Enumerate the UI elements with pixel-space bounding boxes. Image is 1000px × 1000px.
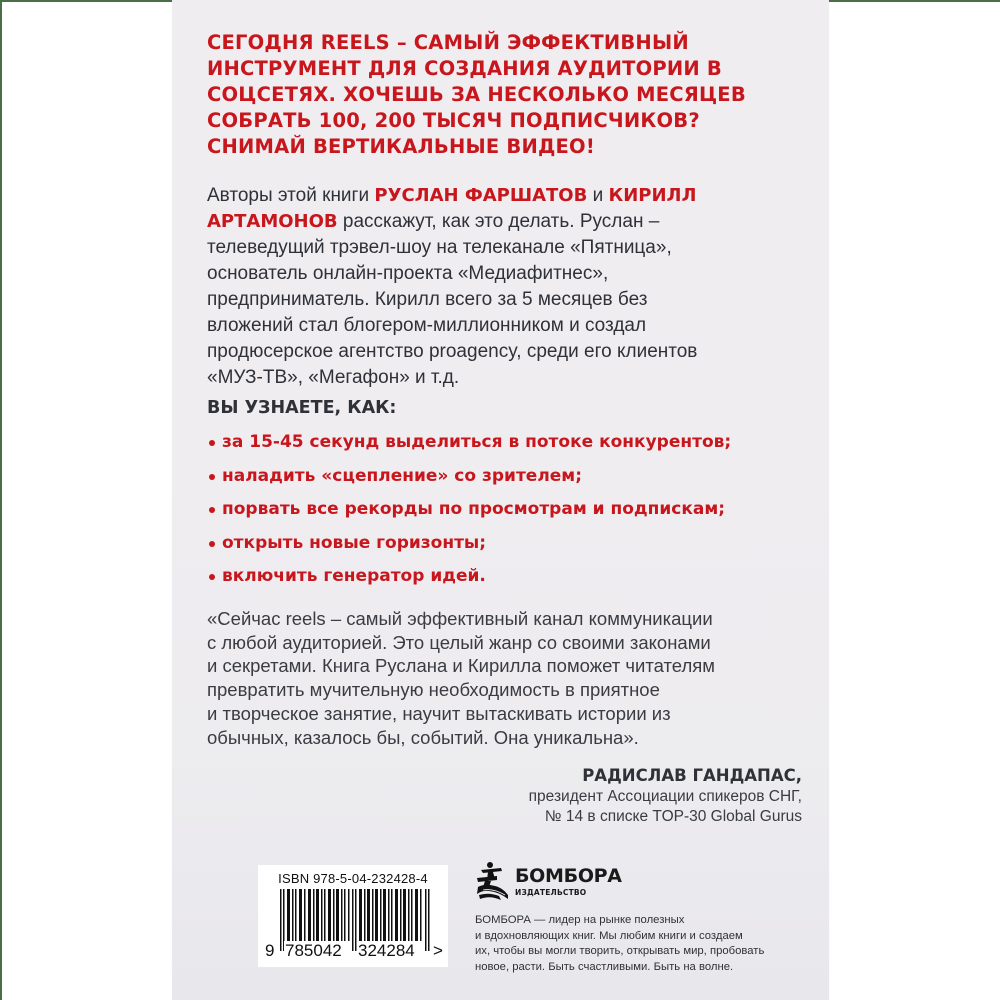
barcode-digit-group: 324284	[358, 941, 415, 960]
author-name: КИРИЛЛ	[608, 185, 697, 206]
authors-line: вложений стал блогером-миллионником и создал	[207, 315, 647, 336]
authors-line: Авторы этой книги РУСЛАН ФАРШАТОВ и КИРИЛЛ	[207, 185, 697, 206]
publisher-block	[475, 855, 805, 975]
learn-list-item: включить генератор идей.	[207, 566, 731, 600]
quote-attribution	[382, 765, 802, 827]
publisher-description	[475, 913, 805, 975]
learn-list-item: за 15-45 секунд выделиться в потоке конкурентов;	[207, 432, 731, 466]
authors-line: АРТАМОНОВ расскажут, как это делать. Руслан –	[207, 211, 660, 232]
quote-line: и секретами. Книга Руслана и Кирилла поможет читателям	[207, 655, 716, 677]
publisher-description-line: и вдохновляющих книг. Мы любим книги и создаем	[475, 929, 743, 942]
quote-line: превратить мучительную необходимость в приятное	[207, 679, 660, 701]
bullet-icon	[209, 474, 215, 480]
headline-line: СЕГОДНЯ REELS – САМЫЙ ЭФФЕКТИВНЫЙ	[207, 31, 689, 54]
testimonial-quote	[207, 607, 807, 749]
quote-line: обычных, казалось бы, событий. Она уникальна».	[207, 726, 639, 748]
bullet-icon	[209, 507, 215, 513]
author-name: АРТАМОНОВ	[207, 211, 338, 232]
authors-line: основатель онлайн-проекта «Медиафитнес»,	[207, 263, 609, 284]
surfer-wave-icon	[475, 861, 509, 901]
attribution-role: № 14 в списке TOP-30 Global Gurus	[544, 808, 802, 825]
authors-line: телеведущий трэвел-шоу на телеканале «Пятница»,	[207, 237, 672, 258]
quote-line: и творческое занятие, научит вытаскивать истории из	[207, 702, 671, 724]
bullet-icon	[209, 440, 215, 446]
isbn-label: ISBN 978-5-04-232428-4	[278, 871, 428, 886]
attribution-role: президент Ассоциации спикеров СНГ,	[528, 788, 802, 805]
publisher-subtitle: ИЗДАТЕЛЬСТВО	[515, 887, 587, 897]
bullet-icon	[209, 574, 215, 580]
learn-list-item: открыть новые горизонты;	[207, 533, 731, 567]
attribution-name: РАДИСЛАВ ГАНДАПАС,	[582, 766, 802, 785]
barcode-end-marker: >	[433, 941, 443, 960]
frame-left-line	[0, 0, 2, 1000]
publisher-description-line: БОМБОРА — лидер на рынке полезных	[475, 914, 685, 926]
publisher-description-line: новое, расти. Быть счастливыми. Быть на волне.	[475, 960, 734, 973]
learn-list-item: порвать все рекорды по просмотрам и подпискам;	[207, 499, 731, 533]
headline-line: СНИМАЙ ВЕРТИКАЛЬНЫЕ ВИДЕО!	[207, 135, 595, 158]
publisher-name: БОМБОРА	[515, 864, 622, 887]
authors-line: «МУЗ-ТВ», «Мегафон» и т.д.	[207, 367, 460, 388]
headline	[207, 30, 797, 160]
quote-line: с любой аудиторией. Это целый жанр со своими законами	[207, 631, 711, 653]
learn-list-item: наладить «сцепление» со зрителем;	[207, 466, 731, 500]
book-back-cover	[172, 0, 829, 1000]
publisher-logo	[475, 855, 805, 907]
headline-line: ИНСТРУМЕНТ ДЛЯ СОЗДАНИЯ АУДИТОРИИ В	[207, 57, 722, 80]
learn-heading: ВЫ УЗНАЕТЕ, КАК:	[207, 398, 397, 418]
authors-paragraph	[207, 183, 807, 391]
author-name: РУСЛАН ФАРШАТОВ	[374, 185, 588, 206]
barcode-digit-group: 785042	[285, 941, 342, 960]
isbn-barcode	[258, 865, 448, 967]
headline-line: СОБРАТЬ 100, 200 ТЫСЯЧ ПОДПИСЧИКОВ?	[207, 109, 700, 132]
quote-line: «Сейчас reels – самый эффективный канал коммуникации	[207, 608, 713, 629]
learn-list	[207, 432, 731, 600]
barcode-digit-first: 9	[265, 941, 275, 960]
headline-line: СОЦСЕТЯХ. ХОЧЕШЬ ЗА НЕСКОЛЬКО МЕСЯЦЕВ	[207, 83, 746, 106]
publisher-description-line: их, чтобы вы могли творить, открывать мир, пробовать	[475, 945, 765, 957]
bullet-icon	[209, 541, 215, 547]
authors-line: продюсерское агентство proagency, среди его клиентов	[207, 341, 698, 362]
authors-line: предприниматель. Кирилл всего за 5 месяцев без	[207, 289, 648, 310]
